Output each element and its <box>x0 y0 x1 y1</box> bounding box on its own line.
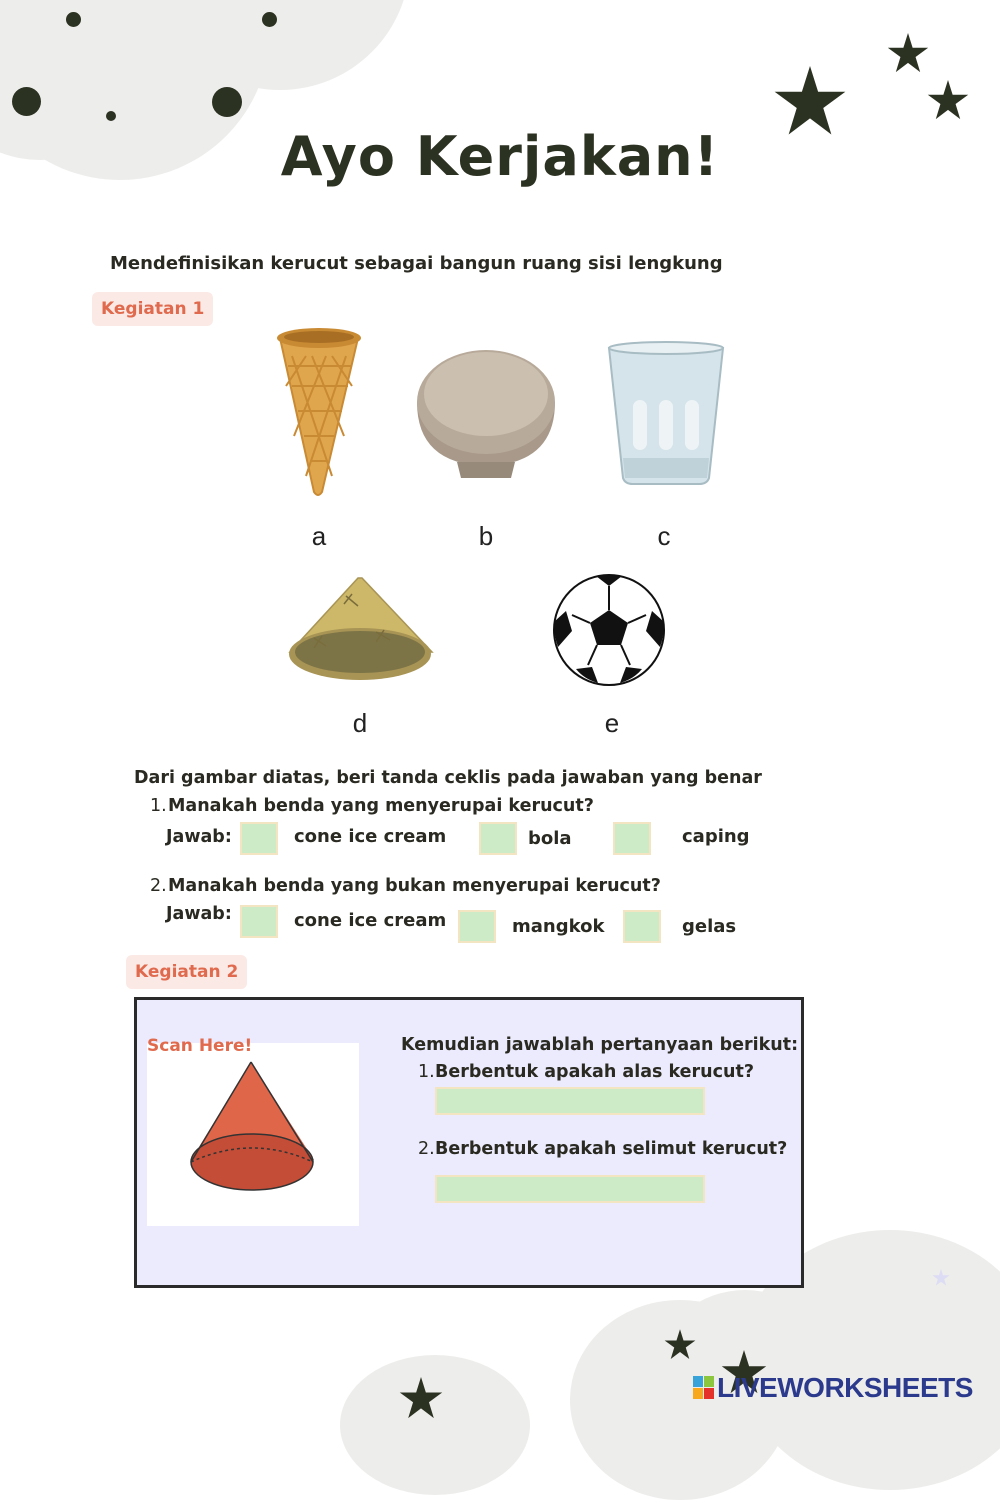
decor-dot <box>262 12 277 27</box>
glass-icon <box>605 340 727 486</box>
soccer-ball-icon <box>552 573 666 687</box>
k2-question-1-number: 1. <box>418 1062 435 1082</box>
question-2-answer-label: Jawab: <box>166 904 232 924</box>
option-caping: caping <box>682 826 750 847</box>
k2-question-2-number: 2. <box>418 1139 435 1159</box>
kegiatan-2-label: Kegiatan 2 <box>126 955 247 989</box>
bowl-icon <box>413 344 559 480</box>
instruction-text: Dari gambar diatas, beri tanda ceklis pada jawaban yang benar <box>134 768 762 788</box>
kegiatan-2-intro: Kemudian jawablah pertanyaan berikut: <box>401 1035 799 1055</box>
image-label-a: a <box>311 521 327 551</box>
k2-question-2-text: Berbentuk apakah selimut kerucut? <box>435 1139 788 1159</box>
background-cloud <box>340 1355 530 1495</box>
image-label-b: b <box>478 521 494 551</box>
answer-field-2[interactable] <box>435 1175 705 1203</box>
answer-field-1[interactable] <box>435 1087 705 1115</box>
option-cone-ice-cream-2: cone ice cream <box>294 910 447 931</box>
star-decor-icon <box>664 1329 696 1360</box>
decor-dot <box>106 111 116 121</box>
option-gelas: gelas <box>682 916 737 937</box>
question-2-text: Manakah benda yang bukan menyerupai kerucut? <box>168 876 661 896</box>
star-decor-icon <box>887 33 929 73</box>
kegiatan-1-label: Kegiatan 1 <box>92 292 213 326</box>
image-label-e: e <box>604 708 620 738</box>
checkbox-bola[interactable] <box>479 822 517 855</box>
checkbox-mangkok[interactable] <box>458 910 496 943</box>
image-label-d: d <box>352 708 368 738</box>
caping-hat-icon <box>286 576 436 686</box>
option-cone-ice-cream: cone ice cream <box>294 826 447 847</box>
option-bola: bola <box>528 828 572 849</box>
checkbox-caping[interactable] <box>613 822 651 855</box>
checkbox-gelas[interactable] <box>623 910 661 943</box>
page-title: Ayo Kerjakan! <box>280 125 720 188</box>
star-decor-icon <box>926 80 970 120</box>
ice-cream-cone-icon <box>272 326 366 498</box>
liveworksheets-brand: LIVEWORKSHEETS <box>717 1372 973 1403</box>
option-mangkok: mangkok <box>512 916 605 937</box>
liveworksheets-logo-icon <box>693 1376 715 1400</box>
question-1-text: Manakah benda yang menyerupai kerucut? <box>168 796 594 816</box>
checkbox-cone-ice-cream-2[interactable] <box>240 905 278 938</box>
question-2-number: 2. <box>150 876 167 896</box>
decor-dot <box>12 87 41 116</box>
checkbox-cone-ice-cream[interactable] <box>240 822 278 855</box>
scan-here-label: Scan Here! <box>147 1036 253 1056</box>
decor-dot <box>66 12 81 27</box>
question-1-answer-label: Jawab: <box>166 827 232 847</box>
star-decor-icon <box>397 1377 445 1419</box>
image-label-c: c <box>657 521 671 551</box>
decor-dot <box>212 87 242 117</box>
page-subtitle: Mendefinisikan kerucut sebagai bangun ruang sisi lengkung <box>110 253 723 274</box>
k2-question-1-text: Berbentuk apakah alas kerucut? <box>435 1062 754 1082</box>
cone-icon <box>188 1060 318 1192</box>
question-1-number: 1. <box>150 796 167 816</box>
star-decor-icon <box>932 1269 950 1286</box>
